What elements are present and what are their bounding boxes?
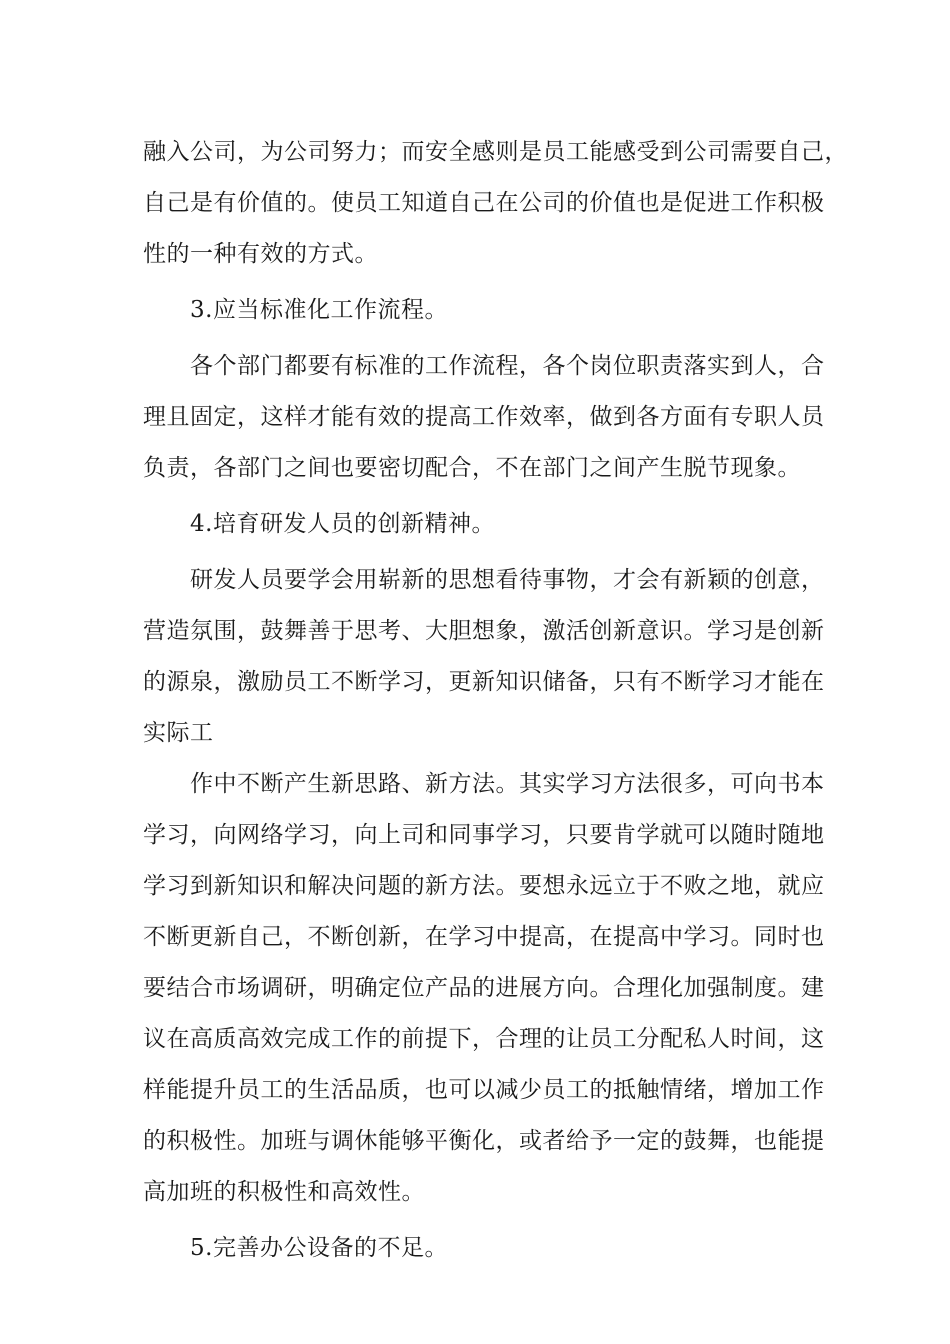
- text-line: 各个部门都要有标准的工作流程，各个岗位职责落实到人，合: [190, 353, 825, 379]
- heading-text: 4.培育研发人员的创新精神。: [190, 511, 495, 537]
- paragraph-learning: [143, 759, 825, 1218]
- text-line: 负责，各部门之间也要密切配合，不在部门之间产生脱节现象。: [143, 455, 801, 481]
- paragraph-innovation: [143, 555, 825, 759]
- text-line: 自己是有价值的。使员工知道自己在公司的价值也是促进工作积极: [143, 190, 825, 216]
- heading-text: 5.完善办公设备的不足。: [190, 1235, 448, 1261]
- text-line: 营造氛围，鼓舞善于思考、大胆想象，激活创新意识。学习是创新: [143, 618, 825, 644]
- text-line: 学习到新知识和解决问题的新方法。要想永远立于不败之地，就应: [143, 873, 825, 899]
- text-line: 研发人员要学会用崭新的思想看待事物，才会有新颖的创意，: [190, 567, 825, 593]
- document-body: [143, 127, 848, 1279]
- paragraph-continuation: [143, 127, 848, 280]
- text-line: 作中不断产生新思路、新方法。其实学习方法很多，可向书本: [190, 771, 825, 797]
- text-line: 要结合市场调研，明确定位产品的进展方向。合理化加强制度。建: [143, 975, 825, 1001]
- text-line: 融入公司，为公司努力；而安全感则是员工能感受到公司需要自己，: [143, 139, 848, 165]
- text-line: 学习，向网络学习，向上司和同事学习，只要肯学就可以随时随地: [143, 822, 825, 848]
- text-line: 不断更新自己，不断创新，在学习中提高，在提高中学习。同时也: [143, 924, 825, 950]
- text-line: 的源泉，激励员工不断学习，更新知识储备，只有不断学习才能在: [143, 669, 825, 695]
- text-line: 性的一种有效的方式。: [143, 241, 378, 267]
- heading-text: 3.应当标准化工作流程。: [190, 297, 448, 323]
- section-heading-5: [143, 1223, 807, 1274]
- text-line: 样能提升员工的生活品质，也可以减少员工的抵触情绪，增加工作: [143, 1077, 825, 1103]
- section-heading-3: [143, 285, 807, 336]
- text-line: 实际工: [143, 720, 214, 746]
- paragraph-workflow: [143, 341, 825, 494]
- section-heading-4: [143, 499, 807, 550]
- text-line: 的积极性。加班与调休能够平衡化，或者给予一定的鼓舞，也能提: [143, 1128, 825, 1154]
- text-line: 议在高质高效完成工作的前提下，合理的让员工分配私人时间，这: [143, 1026, 825, 1052]
- text-line: 高加班的积极性和高效性。: [143, 1179, 425, 1205]
- text-line: 理且固定，这样才能有效的提高工作效率，做到各方面有专职人员: [143, 404, 825, 430]
